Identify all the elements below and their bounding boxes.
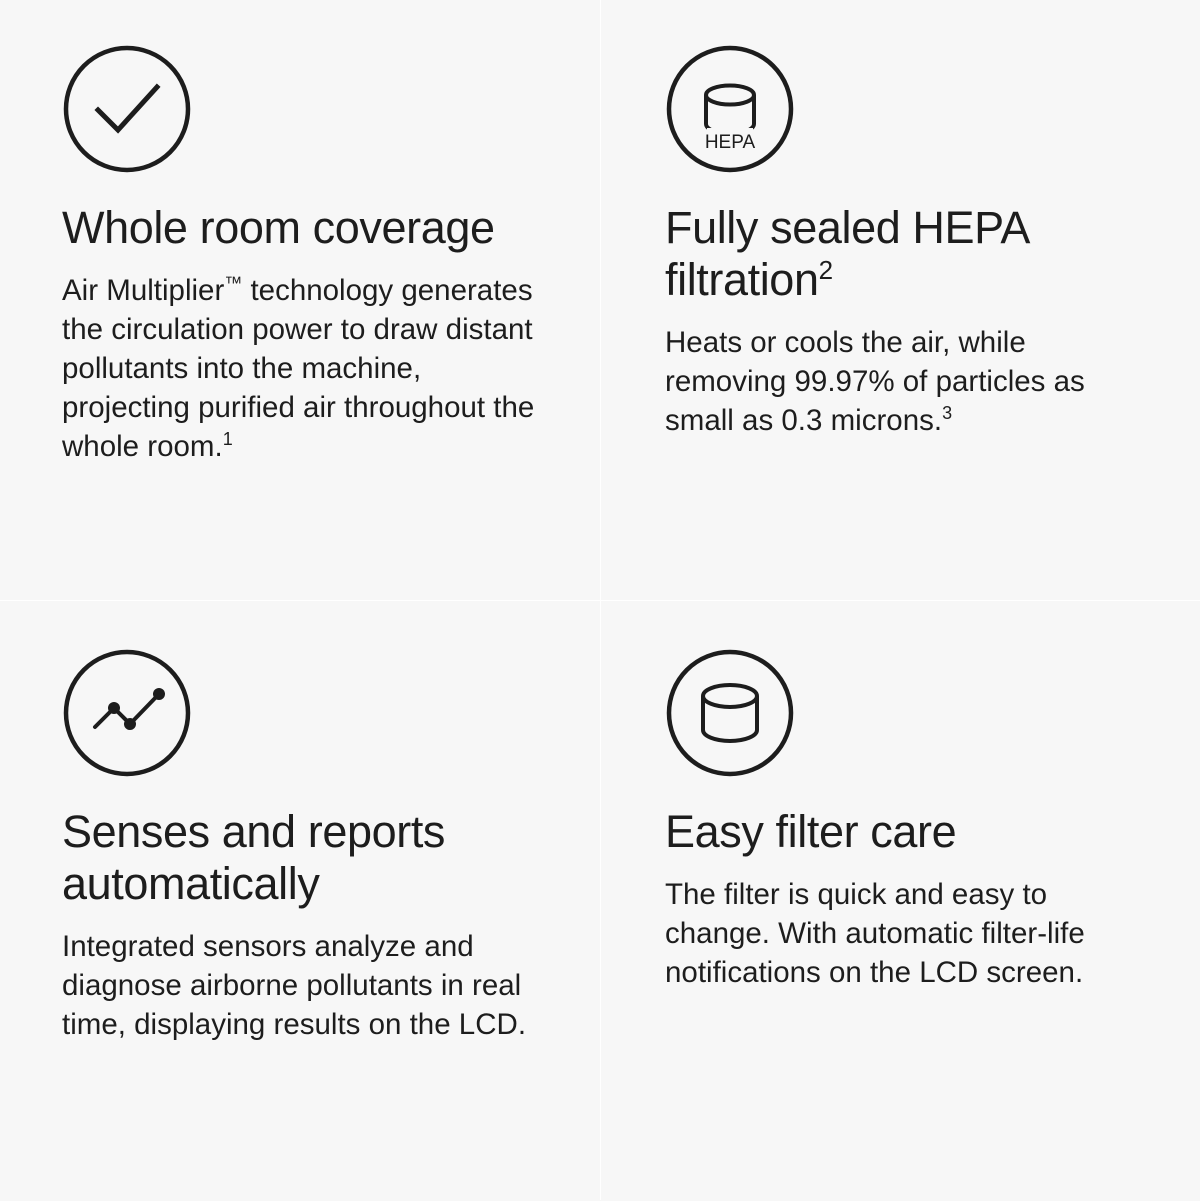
feature-card-senses-and-reports — [0, 601, 600, 1201]
feature-title — [62, 806, 540, 910]
feature-body-pre: The filter is quick and easy to change. With automatic filter-life notifications on the LCD screen. — [665, 878, 1085, 990]
feature-body-superscript: 1 — [222, 429, 233, 450]
feature-title-text: Easy filter care — [665, 806, 957, 857]
hepa-filter-cylinder-icon — [665, 44, 795, 174]
feature-body — [62, 928, 532, 1045]
feature-card-hepa-filtration — [601, 0, 1200, 600]
feature-body — [665, 876, 1095, 993]
feature-body-superscript: 3 — [942, 403, 953, 424]
feature-title — [665, 202, 1135, 306]
hepa-icon-label: HEPA — [704, 132, 756, 153]
feature-title-text: Senses and reports automatically — [62, 806, 446, 910]
feature-body-pre: Air Multiplier — [62, 274, 225, 308]
feature-body-pre: Integrated sensors analyze and diagnose airborne pollutants in real time, displaying results on the LCD. — [62, 930, 527, 1042]
feature-title-text: Fully sealed HEPA filtration — [665, 202, 1028, 306]
line-chart-circle-icon — [62, 648, 192, 778]
feature-body-post: technology generates the circulation power to draw distant pollutants into the machine, projecting purified air throughout the whole room. — [62, 274, 535, 463]
trademark-symbol: ™ — [224, 273, 243, 294]
feature-title-text: Whole room coverage — [62, 202, 495, 253]
filter-cylinder-circle-icon — [665, 648, 795, 778]
feature-title — [665, 806, 1135, 858]
feature-card-whole-room-coverage — [0, 0, 600, 600]
checkmark-circle-icon — [62, 44, 192, 174]
feature-title — [62, 202, 532, 254]
feature-title-superscript: 2 — [818, 255, 833, 286]
feature-body — [665, 324, 1141, 441]
feature-card-easy-filter-care — [601, 601, 1200, 1201]
feature-body — [62, 272, 540, 467]
feature-body-pre: Heats or cools the air, while removing 99.97% of particles as small as 0.3 microns. — [665, 326, 1085, 438]
